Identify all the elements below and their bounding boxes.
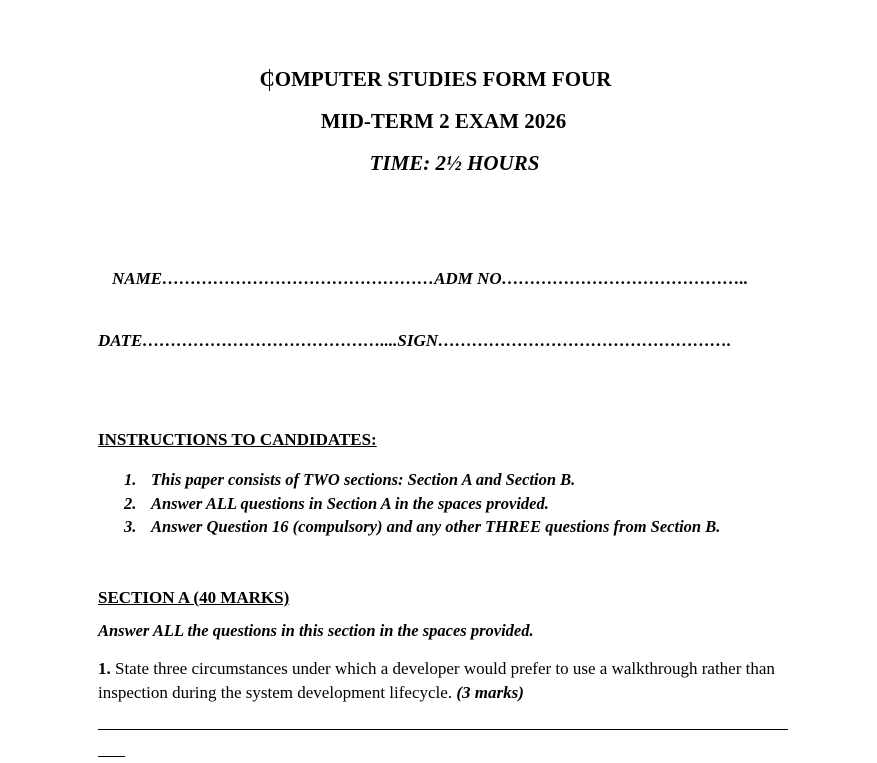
instruction-number: 1. xyxy=(124,470,137,489)
instructions-list xyxy=(124,468,720,539)
answer-line-continuation[interactable] xyxy=(98,756,125,757)
instruction-text: This paper consists of TWO sections: Section A and Section B. xyxy=(151,470,576,489)
instruction-text: Answer ALL questions in Section A in the spaces provided. xyxy=(151,493,549,513)
instructions-heading: INSTRUCTIONS TO CANDIDATES: xyxy=(98,430,377,449)
exam-time: TIME: 2½ HOURS xyxy=(369,151,540,175)
instruction-item xyxy=(124,468,720,492)
instruction-text: Answer Question 16 (compulsory) and any other THREE questions from Section B. xyxy=(151,517,721,536)
instruction-item xyxy=(124,515,720,539)
question-marks: (3 marks) xyxy=(456,683,524,702)
answer-line[interactable] xyxy=(98,729,788,730)
exam-title: COMPUTER STUDIES FORM FOUR xyxy=(259,67,612,91)
instruction-item xyxy=(124,492,720,516)
section-a-note: Answer ALL the questions in this section in the spaces provided. xyxy=(98,621,534,640)
question-text: State three circumstances under which a developer would prefer to use a walkthrough rather than inspection during the system development lifecycle. xyxy=(98,659,775,702)
instruction-number: 2. xyxy=(124,493,137,513)
name-admno-field[interactable]: NAME…………………………………………ADM NO…………………………………….. xyxy=(112,269,749,288)
exam-name: MID-TERM 2 EXAM 2026 xyxy=(320,109,567,133)
section-a-heading: SECTION A (40 MARKS) xyxy=(98,588,290,607)
question-number: 1. xyxy=(98,659,111,678)
question-1 xyxy=(98,657,788,705)
instruction-number: 3. xyxy=(124,517,137,536)
date-sign-field[interactable]: DATE……………………………………....SIGN……………………………………………. xyxy=(98,331,732,350)
